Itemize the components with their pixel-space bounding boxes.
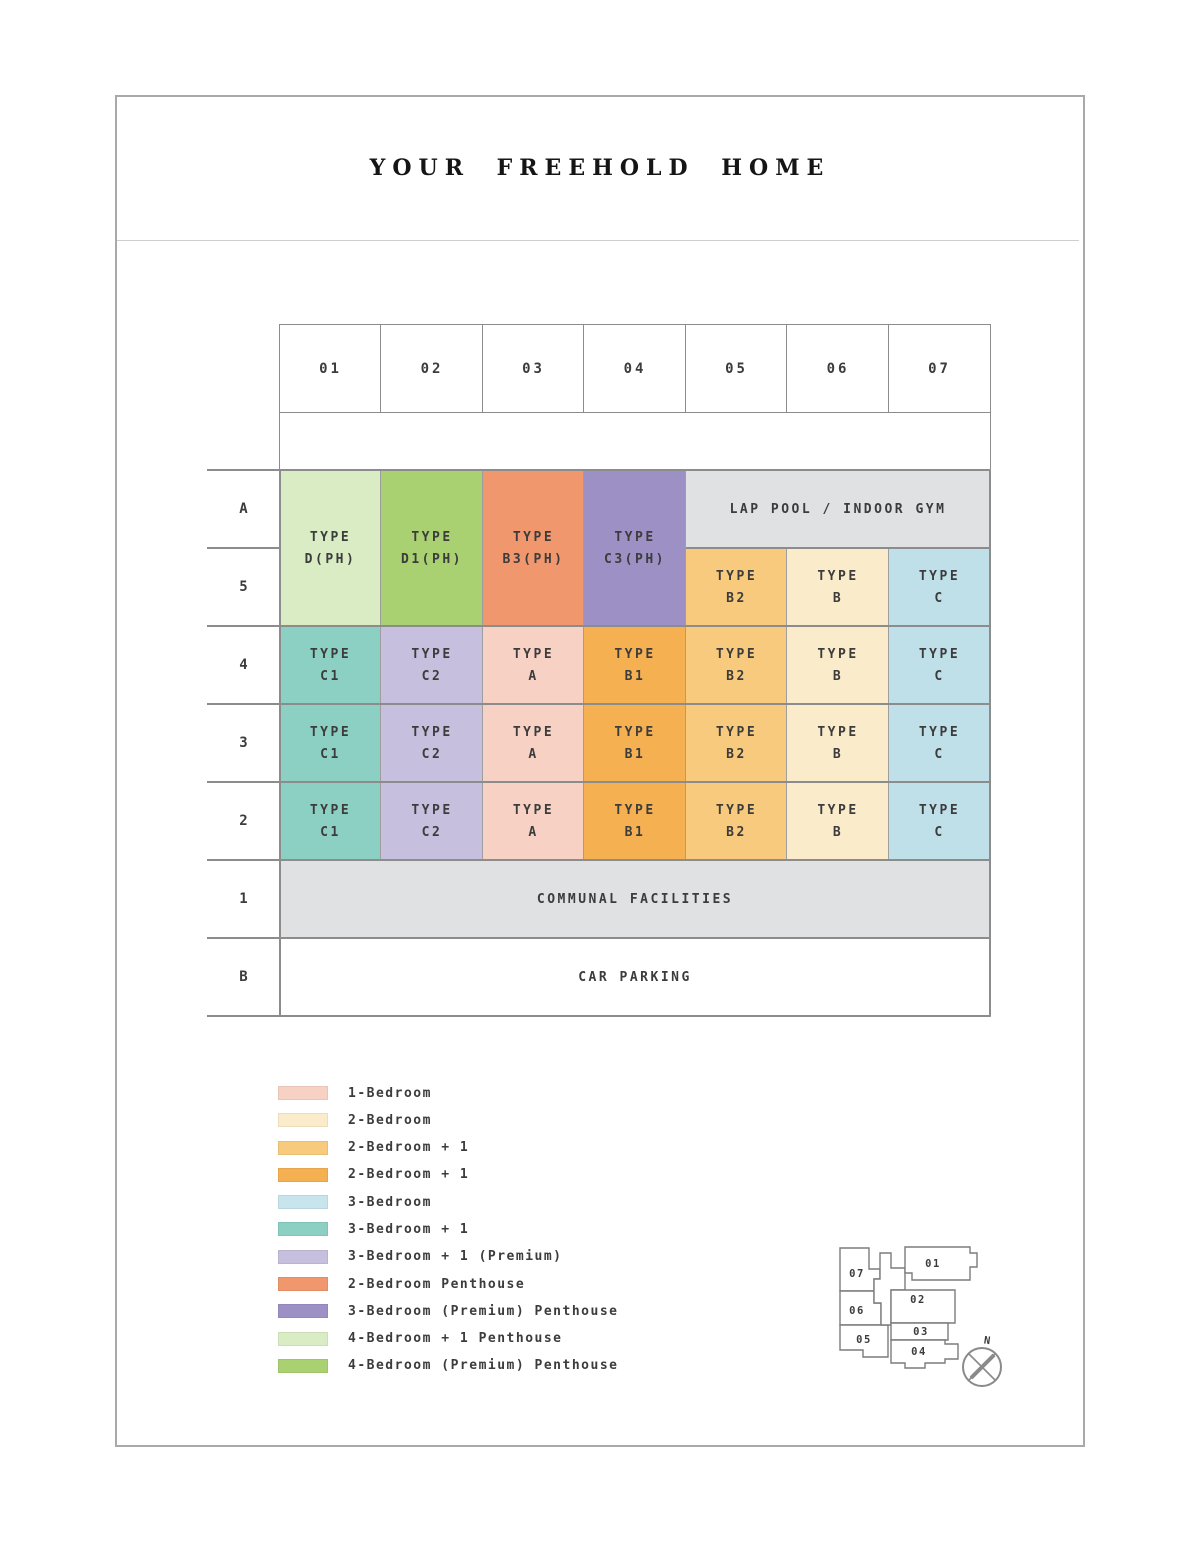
unit-type-code: B1 (624, 668, 646, 684)
unit-cell-b2 (686, 626, 787, 704)
column-header-07: 07 (889, 325, 990, 413)
grid-line (686, 547, 990, 549)
unit-cell-b (787, 548, 889, 626)
unit-type-word: TYPE (512, 802, 555, 818)
unit-type-word: TYPE (411, 646, 453, 662)
site-plan-label-07: 07 (849, 1268, 865, 1280)
unit-type-word: TYPE (918, 724, 961, 740)
site-plan-label-01: 01 (925, 1258, 941, 1270)
unit-type-code: B2 (726, 668, 747, 684)
unit-type-code: C (934, 824, 945, 840)
unit-cell-b1 (584, 782, 686, 860)
unit-type-word: TYPE (411, 724, 453, 740)
unit-type-word: TYPE (512, 646, 555, 662)
row-label-1: 1 (239, 891, 248, 907)
unit-type-word: TYPE (817, 802, 859, 818)
column-header-04: 04 (584, 325, 686, 413)
row-label-A: A (239, 501, 248, 517)
legend-item (278, 1086, 618, 1100)
page-title: YOUR FREEHOLD HOME (369, 155, 831, 181)
unit-type-word: TYPE (614, 724, 656, 740)
lap-pool-indoor-gym-cell: LAP POOL / INDOOR GYM (686, 470, 990, 548)
legend-swatch (278, 1332, 328, 1346)
unit-type-word: TYPE (918, 802, 961, 818)
unit-cell-c1 (280, 704, 381, 782)
unit-type-code: A (528, 746, 539, 762)
legend-swatch (278, 1277, 328, 1291)
unit-type-word: TYPE (817, 646, 859, 662)
unit-cell-b (787, 782, 889, 860)
legend-label: 4-Bedroom (Premium) Penthouse (348, 1358, 619, 1374)
unit-type-code: A (528, 668, 539, 684)
grid-line (207, 469, 990, 471)
legend-label: 3-Bedroom + 1 (348, 1221, 470, 1237)
unit-type-code: C (934, 668, 945, 684)
legend-item (278, 1141, 618, 1155)
legend-label: 3-Bedroom + 1 (Premium) (348, 1249, 563, 1265)
row-label-2: 2 (239, 813, 248, 829)
site-plan-label-05: 05 (856, 1334, 872, 1346)
legend-swatch (278, 1359, 328, 1373)
legend-item (278, 1113, 618, 1127)
unit-cell-a (483, 782, 584, 860)
site-plan (830, 1240, 1010, 1395)
legend-swatch (278, 1086, 328, 1100)
unit-cell-b (787, 626, 889, 704)
unit-type-code: B (832, 590, 844, 606)
unit-type-word: TYPE (309, 529, 352, 545)
legend-item (278, 1222, 618, 1236)
unit-cell-b (787, 704, 889, 782)
unit-cell-c (889, 626, 990, 704)
unit-type-word: TYPE (817, 724, 859, 740)
unit-cell-b2 (686, 704, 787, 782)
unit-type-code: C2 (421, 824, 443, 840)
unit-type-code: C (934, 746, 945, 762)
unit-type-word: TYPE (512, 529, 555, 545)
grid-edge-right (989, 470, 991, 1016)
unit-type-code: C1 (320, 668, 341, 684)
unit-type-word: TYPE (309, 724, 352, 740)
unit-cell-a (483, 626, 584, 704)
unit-cell-c2 (381, 782, 483, 860)
site-plan-label-02: 02 (910, 1294, 926, 1306)
roof-spacer-cell (280, 413, 990, 470)
unit-type-word: TYPE (614, 529, 656, 545)
legend-item (278, 1332, 618, 1346)
column-header-03: 03 (483, 325, 584, 413)
grid-line (207, 1015, 990, 1017)
unit-cell-b1 (584, 704, 686, 782)
title-divider (117, 240, 1079, 241)
legend-item (278, 1304, 618, 1318)
unit-type-code: C1 (320, 824, 341, 840)
unit-type-word: TYPE (614, 802, 656, 818)
unit-type-code: B2 (726, 746, 747, 762)
unit-type-word: TYPE (309, 802, 352, 818)
unit-type-code: B2 (726, 824, 747, 840)
unit-type-word: TYPE (309, 646, 352, 662)
compass-icon (963, 1335, 1001, 1386)
legend-item (278, 1195, 618, 1209)
unit-type-code: B (832, 824, 844, 840)
column-header-05: 05 (686, 325, 787, 413)
legend-label: 2-Bedroom + 1 (348, 1140, 470, 1156)
legend-swatch (278, 1141, 328, 1155)
row-label-4: 4 (239, 657, 248, 673)
unit-type-legend (278, 1086, 618, 1373)
legend-swatch (278, 1304, 328, 1318)
communal-facilities-cell: COMMUNAL FACILITIES (280, 860, 990, 938)
unit-type-code: B1 (624, 746, 646, 762)
grid-edge-left (279, 470, 281, 1016)
unit-cell-b3ph (483, 470, 584, 626)
unit-cell-c2 (381, 704, 483, 782)
grid-line (207, 859, 990, 861)
legend-swatch (278, 1250, 328, 1264)
legend-swatch (278, 1168, 328, 1182)
unit-type-word: TYPE (512, 724, 555, 740)
unit-type-code: D(PH) (304, 551, 357, 567)
column-header-02: 02 (381, 325, 483, 413)
unit-cell-b1 (584, 626, 686, 704)
unit-type-code: C3(PH) (604, 551, 666, 567)
unit-type-code: C (934, 590, 945, 606)
unit-type-word: TYPE (411, 802, 453, 818)
legend-item (278, 1359, 618, 1373)
row-label-3: 3 (239, 735, 248, 751)
unit-type-word: TYPE (918, 568, 961, 584)
unit-type-word: TYPE (411, 529, 453, 545)
car-parking-cell: CAR PARKING (280, 938, 990, 1016)
grid-line (207, 937, 990, 939)
unit-cell-b2 (686, 782, 787, 860)
column-header-01: 01 (280, 325, 381, 413)
legend-item (278, 1277, 618, 1291)
legend-label: 4-Bedroom + 1 Penthouse (348, 1331, 563, 1347)
legend-label: 2-Bedroom Penthouse (348, 1276, 526, 1292)
site-plan-label-04: 04 (911, 1346, 927, 1358)
legend-label: 1-Bedroom (348, 1085, 432, 1101)
unit-type-code: A (528, 824, 539, 840)
unit-cell-c1 (280, 782, 381, 860)
legend-label: 3-Bedroom (348, 1194, 432, 1210)
legend-label: 2-Bedroom (348, 1112, 432, 1128)
unit-cell-c (889, 548, 990, 626)
unit-type-word: TYPE (715, 568, 758, 584)
unit-cell-c3ph (584, 470, 686, 626)
unit-type-code: D1(PH) (401, 551, 463, 567)
legend-item (278, 1250, 618, 1264)
legend-item (278, 1168, 618, 1182)
unit-type-code: C2 (421, 668, 443, 684)
legend-swatch (278, 1195, 328, 1209)
unit-type-code: B1 (624, 824, 646, 840)
row-label-5: 5 (239, 579, 248, 595)
grid-line (207, 547, 280, 549)
unit-type-code: B (832, 746, 844, 762)
unit-cell-dph (280, 470, 381, 626)
unit-type-code: C2 (421, 746, 443, 762)
unit-type-code: B3(PH) (502, 551, 565, 567)
unit-cell-d1ph (381, 470, 483, 626)
unit-type-word: TYPE (614, 646, 656, 662)
unit-type-word: TYPE (817, 568, 859, 584)
unit-cell-c2 (381, 626, 483, 704)
row-label-B: B (239, 969, 248, 985)
unit-type-code: C1 (320, 746, 341, 762)
site-plan-label-03: 03 (913, 1326, 929, 1338)
site-plan-unit-01-shape (905, 1247, 977, 1280)
unit-cell-a (483, 704, 584, 782)
unit-type-word: TYPE (715, 802, 758, 818)
unit-type-code: B (832, 668, 844, 684)
unit-type-word: TYPE (715, 724, 758, 740)
column-header-06: 06 (787, 325, 889, 413)
unit-type-code: B2 (726, 590, 747, 606)
unit-cell-c1 (280, 626, 381, 704)
legend-swatch (278, 1222, 328, 1236)
grid-line (207, 625, 990, 627)
unit-type-word: TYPE (715, 646, 758, 662)
grid-line (207, 703, 990, 705)
site-plan-label-06: 06 (849, 1305, 865, 1317)
legend-swatch (278, 1113, 328, 1127)
unit-cell-c (889, 704, 990, 782)
grid-line (207, 781, 990, 783)
compass-north-label: N (983, 1334, 993, 1348)
legend-label: 2-Bedroom + 1 (348, 1167, 470, 1183)
unit-cell-b2 (686, 548, 787, 626)
unit-type-word: TYPE (918, 646, 961, 662)
legend-label: 3-Bedroom (Premium) Penthouse (348, 1303, 619, 1319)
unit-cell-c (889, 782, 990, 860)
